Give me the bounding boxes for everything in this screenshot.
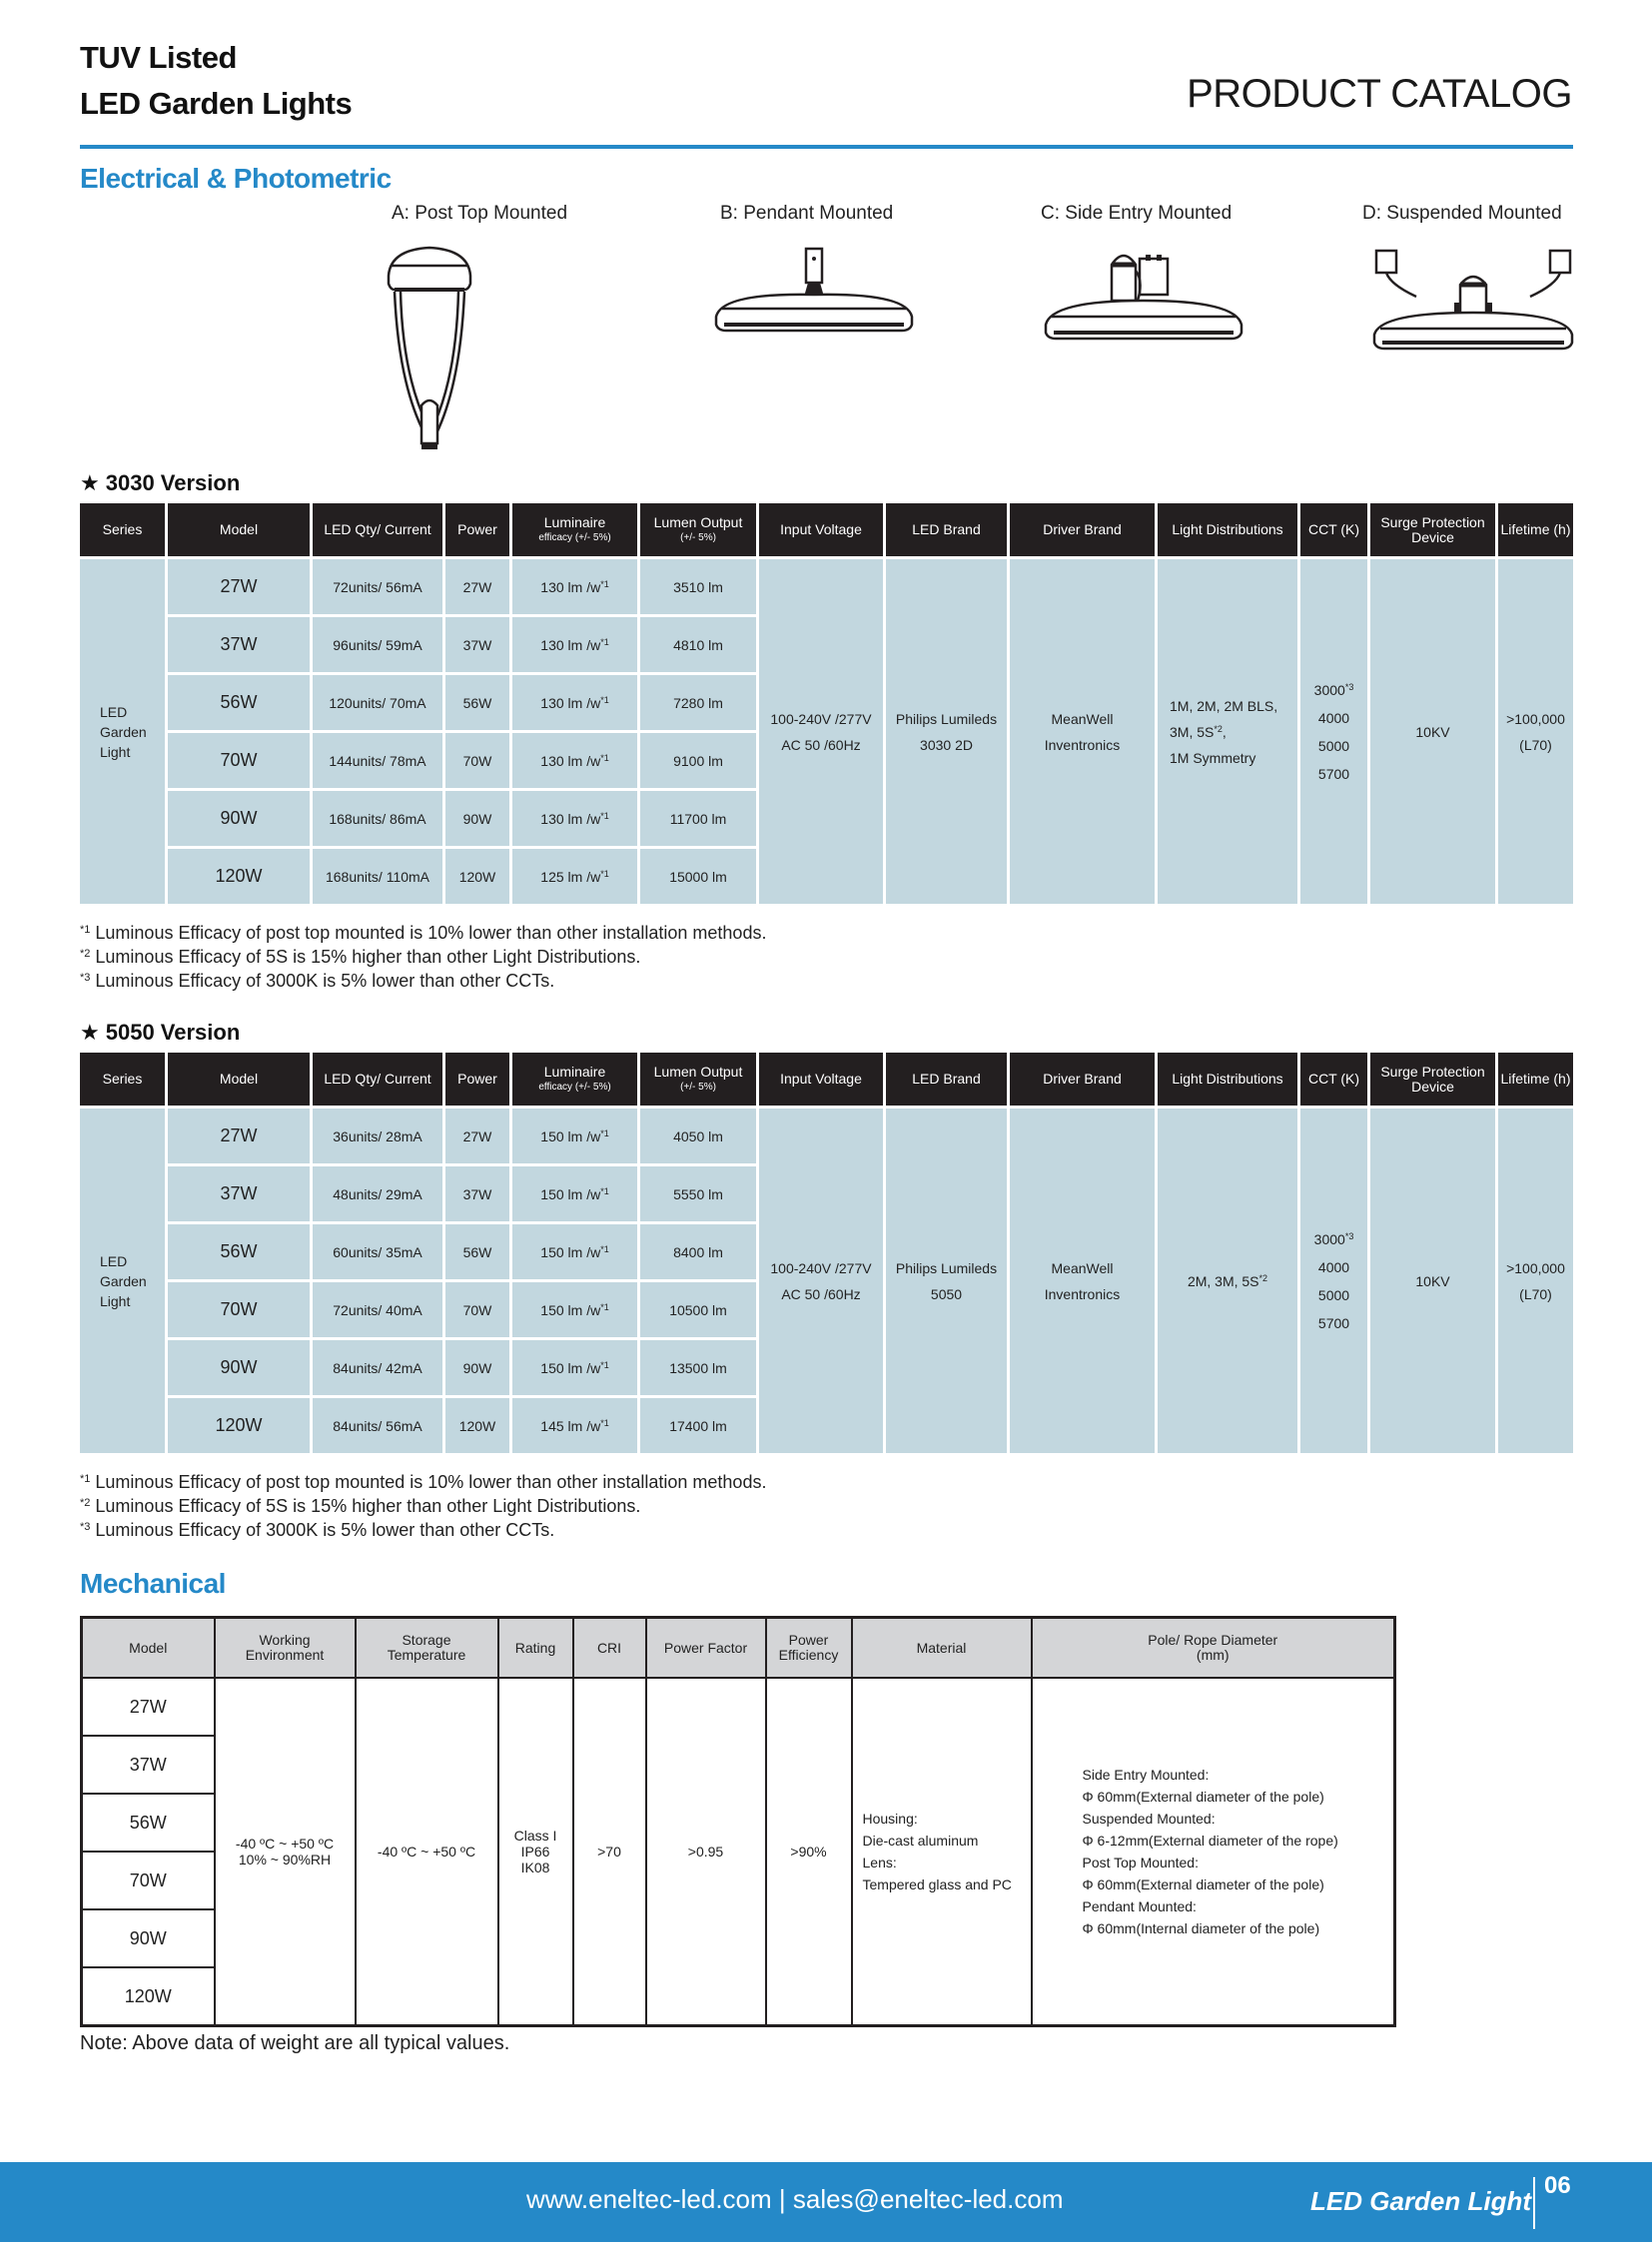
model-cell: 37W [168,617,310,672]
col-rating: Rating [498,1618,573,1679]
col-power: Power [445,503,509,556]
lumen-cell: 11700 lm [640,791,756,846]
model-cell: 37W [168,1166,310,1221]
col-led-brand: LED Brand [886,503,1007,556]
efficacy-cell: 125 lm $/w^{*1}$ [512,849,637,904]
led-qty-cell: 48units/ 29mA [313,1166,442,1221]
mount-label-pendant: B: Pendant Mounted [720,203,894,224]
driver-brand-cell: MeanWell Inventronics [1010,559,1155,904]
efficacy-cell: 150 lm $/w^{*1}$ [512,1340,637,1395]
power-cell: 70W [445,1282,509,1337]
lumen-cell: 4050 lm [640,1109,756,1163]
power-cell: 56W [445,1224,509,1279]
lumen-cell: 15000 lm [640,849,756,904]
surge-cell: 10KV [1370,1109,1495,1453]
efficacy-cell: 150 lm $/w^{*1}$ [512,1109,637,1163]
efficacy-cell: 130 lm $/w^{*1}$ [512,733,637,788]
col-driver-brand: Driver Brand [1010,1053,1155,1106]
power-cell: 27W [445,1109,509,1163]
star-icon: ★ [80,470,100,495]
power-cell: 37W [445,617,509,672]
version-title-5050: ★ 5050 Version [80,1020,241,1045]
table-row [80,1109,1573,1163]
col-light-dist: Light Distributions [1158,1053,1297,1106]
led-qty-cell: 72units/ 56mA [313,559,442,614]
surge-cell: 10KV [1370,559,1495,904]
driver-brand-cell: MeanWell Inventronics [1010,1109,1155,1453]
model-cell: 70W [168,733,310,788]
power-cell: 56W [445,675,509,730]
cct-cell: 3000$^{*3}$ 4000 5000 5700 [1300,1109,1367,1453]
catalog-label: PRODUCT CATALOG [1187,72,1572,116]
cri-cell: >70 [573,1678,646,2026]
led-qty-cell: 84units/ 42mA [313,1340,442,1395]
footer-product-name: LED Garden Light [1310,2186,1531,2216]
col-series: Series [80,503,165,556]
power-cell: 90W [445,791,509,846]
efficacy-cell: 130 lm $/w^{*1}$ [512,675,637,730]
model-cell: 56W [168,675,310,730]
lumen-cell: 17400 lm [640,1398,756,1453]
weight-note: Note: Above data of weight are all typical values. [80,2032,510,2054]
model-cell: 27W [168,559,310,614]
power-cell: 90W [445,1340,509,1395]
col-material: Material [852,1618,1032,1679]
mechanical-section-title: Mechanical [80,1568,226,1599]
model-cell: 27W [82,1678,215,1736]
input-voltage-cell: 100-240V /277V AC 50 /60Hz [759,1109,883,1453]
efficacy-cell: 145 lm $/w^{*1}$ [512,1398,637,1453]
suspended-luminaire-icon [1368,245,1578,355]
model-cell: 70W [168,1282,310,1337]
header-divider [80,145,1573,149]
model-cell: 27W [168,1109,310,1163]
col-led-qty: LED Qty/ Current [313,1053,442,1106]
footer-contact[interactable]: www.eneltec-led.com | sales@eneltec-led.com [526,2184,1064,2214]
power-efficiency-cell: >90% [766,1678,852,2026]
mechanical-table [80,1616,1396,2027]
led-qty-cell: 120units/ 70mA [313,675,442,730]
model-cell: 70W [82,1852,215,1909]
model-cell: 120W [168,849,310,904]
model-cell: 56W [82,1794,215,1852]
lumen-cell: 5550 lm [640,1166,756,1221]
electrical-table-5050 [77,1050,1576,1456]
col-lifetime: Lifetime (h) [1498,1053,1573,1106]
col-input-voltage: Input Voltage [759,503,883,556]
col-driver-brand: Driver Brand [1010,503,1155,556]
power-cell: 120W [445,849,509,904]
lumen-cell: 13500 lm [640,1340,756,1395]
model-cell: 120W [168,1398,310,1453]
power-cell: 120W [445,1398,509,1453]
col-model: Model [168,1053,310,1106]
pendant-luminaire-icon [714,245,914,340]
footnotes-3030 [80,921,766,993]
footnote: $^{*3}$ Luminous Efficacy of 3000K is 5% lower than other CCTs. [80,971,555,991]
footnote: $^{*1}$ Luminous Efficacy of post top mounted is 10% lower than other installation methods. [80,923,767,943]
input-voltage-cell: 100-240V /277V AC 50 /60Hz [759,559,883,904]
col-power: Power [445,1053,509,1106]
series-cell: LED Garden Light [80,1109,165,1453]
model-cell: 90W [82,1909,215,1967]
col-series: Series [80,1053,165,1106]
model-cell: 90W [168,1340,310,1395]
col-input-voltage: Input Voltage [759,1053,883,1106]
col-storage-temp: Storage Temperature [356,1618,498,1679]
footnote: $^{*2}$ Luminous Efficacy of 5S is 15% higher than other Light Distributions. [80,947,641,967]
power-cell: 27W [445,559,509,614]
col-lumen: Lumen Output (+/- 5%) [640,1053,756,1106]
col-lifetime: Lifetime (h) [1498,503,1573,556]
electrical-table-3030 [77,500,1576,907]
footnote: $^{*3}$ Luminous Efficacy of 3000K is 5% lower than other CCTs. [80,1520,555,1540]
page-number: 06 [1544,2172,1571,2199]
led-qty-cell: 144units/ 78mA [313,733,442,788]
efficacy-cell: 130 lm $/w^{*1}$ [512,559,637,614]
light-dist-cell: 1M, 2M, 2M BLS, 3M, $5S^{*2}$, 1M Symmetry [1158,559,1297,904]
efficacy-cell: 150 lm $/w^{*1}$ [512,1166,637,1221]
rating-cell: Class I IP66 IK08 [498,1678,573,2026]
footer-divider [1533,2177,1535,2229]
efficacy-cell: 150 lm $/w^{*1}$ [512,1224,637,1279]
electrical-section-title: Electrical & Photometric [80,163,392,194]
col-pole-diameter: Pole/ Rope Diameter (mm) [1032,1618,1395,1679]
power-factor-cell: >0.95 [646,1678,766,2026]
mount-label-suspended: D: Suspended Mounted [1362,203,1562,224]
star-icon: ★ [80,1020,100,1045]
side-entry-luminaire-icon [1044,245,1243,345]
led-qty-cell: 72units/ 40mA [313,1282,442,1337]
efficacy-cell: 150 lm $/w^{*1}$ [512,1282,637,1337]
col-led-brand: LED Brand [886,1053,1007,1106]
series-cell: LED Garden Light [80,559,165,904]
lifetime-cell: >100,000 (L70) [1498,1109,1573,1453]
lumen-cell: 9100 lm [640,733,756,788]
post-top-luminaire-icon [385,244,474,463]
col-model: Model [82,1618,215,1679]
model-cell: 90W [168,791,310,846]
led-brand-cell: Philips Lumileds 5050 [886,1109,1007,1453]
led-qty-cell: 168units/ 86mA [313,791,442,846]
led-qty-cell: 36units/ 28mA [313,1109,442,1163]
col-power-efficiency: Power Efficiency [766,1618,852,1679]
pole-diameter-cell: Side Entry Mounted: Φ 60mm(External diameter of the pole) Suspended Mounted: Φ 6-12mm(External diameter of the rope) Post Top Mounted: Φ 60mm(External diameter of the pole) Pendant Mounted: Φ 60mm(Internal diameter of the pole) [1032,1678,1395,2026]
col-led-qty: LED Qty/ Current [313,503,442,556]
led-qty-cell: 60units/ 35mA [313,1224,442,1279]
table-row [82,1678,1395,1736]
header-title-line2: LED Garden Lights [80,86,353,121]
lumen-cell: 4810 lm [640,617,756,672]
header-title-line1: TUV Listed [80,40,237,75]
led-qty-cell: 96units/ 59mA [313,617,442,672]
col-power-factor: Power Factor [646,1618,766,1679]
col-surge: Surge Protection Device [1370,1053,1495,1106]
storage-temp-cell: -40 ºC ~ +50 ºC [356,1678,498,2026]
lumen-cell: 3510 lm [640,559,756,614]
cct-cell: 3000$^{*3}$ 4000 5000 5700 [1300,559,1367,904]
model-cell: 56W [168,1224,310,1279]
mount-label-post-top: A: Post Top Mounted [392,203,568,224]
light-dist-cell: 2M, 3M, $5S^{*2}$ [1158,1109,1297,1453]
col-cct: CCT (K) [1300,503,1367,556]
version-title-3030: ★ 3030 Version [80,470,241,495]
lumen-cell: 10500 lm [640,1282,756,1337]
lifetime-cell: >100,000 (L70) [1498,559,1573,904]
col-lumen: Lumen Output (+/- 5%) [640,503,756,556]
col-model: Model [168,503,310,556]
col-working-env: Working Environment [215,1618,356,1679]
table-header-row [80,1053,1573,1106]
table-header-row [82,1618,1395,1679]
power-cell: 37W [445,1166,509,1221]
col-surge: Surge Protection Device [1370,503,1495,556]
model-cell: 120W [82,1967,215,2026]
col-efficacy: Luminaire efficacy (+/- 5%) [512,503,637,556]
footnote: $^{*2}$ Luminous Efficacy of 5S is 15% higher than other Light Distributions. [80,1496,641,1516]
table-row [80,559,1573,614]
col-cri: CRI [573,1618,646,1679]
col-efficacy: Luminaire efficacy (+/- 5%) [512,1053,637,1106]
footer-band [0,2162,1652,2242]
lumen-cell: 8400 lm [640,1224,756,1279]
working-env-cell: -40 ºC ~ +50 ºC 10% ~ 90%RH [215,1678,356,2026]
mount-label-side-entry: C: Side Entry Mounted [1041,203,1233,224]
col-cct: CCT (K) [1300,1053,1367,1106]
table-header-row [80,503,1573,556]
lumen-cell: 7280 lm [640,675,756,730]
efficacy-cell: 130 lm $/w^{*1}$ [512,617,637,672]
material-cell: Housing: Die-cast aluminum Lens: Tempered glass and PC [852,1678,1032,2026]
footnotes-5050 [80,1470,766,1542]
efficacy-cell: 130 lm $/w^{*1}$ [512,791,637,846]
led-qty-cell: 84units/ 56mA [313,1398,442,1453]
led-brand-cell: Philips Lumileds 3030 2D [886,559,1007,904]
model-cell: 37W [82,1736,215,1794]
power-cell: 70W [445,733,509,788]
led-qty-cell: 168units/ 110mA [313,849,442,904]
footnote: $^{*1}$ Luminous Efficacy of post top mounted is 10% lower than other installation methods. [80,1472,767,1492]
col-light-dist: Light Distributions [1158,503,1297,556]
